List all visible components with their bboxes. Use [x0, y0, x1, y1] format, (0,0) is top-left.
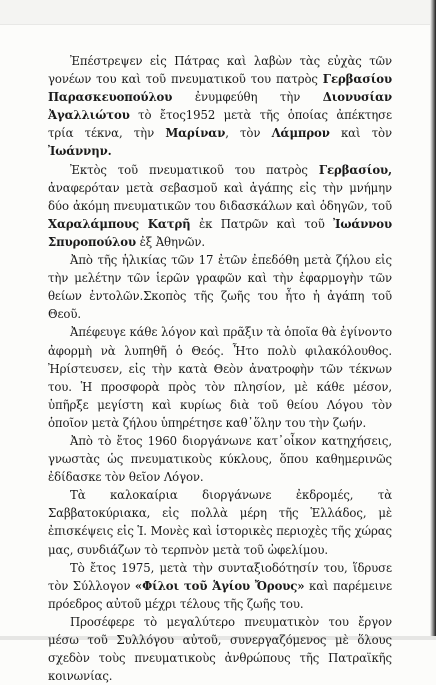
bold-name-text: Μαρίναν: [165, 126, 226, 141]
body-text: Τὸ ἔτος 1975, μετὰ τὴν συνταξιοδότησίν του, ἵδρυσε τὸν Σύλλογον: [48, 560, 392, 593]
bold-name-text: Λάμπρον: [271, 126, 330, 141]
body-text: Ἀπὸ τῆς ἡλικίας τῶν 17 ἐτῶν ἐπεδόθη μετὰ ζήλου εἰς τὴν μελέτην τῶν ἱερῶν γραφῶν καὶ τὴν ἐφαρμογὴν τῶν θείων ἐντολῶν.Σκοπὸς τῆς ζωῆς του ἦτο ἡ ἀγάπη τοῦ Θεοῦ.: [48, 253, 392, 322]
document-page: [48, 52, 392, 685]
body-text: , τὸν: [225, 126, 272, 141]
paragraph-4: [48, 323, 392, 432]
body-text: Ἀπέφευγε κάθε λόγον καὶ πρᾶξιν τὰ ὁποῖα θὰ ἐγίνοντο ἀφορμὴ νὰ λυπηθῆ ὁ Θεός. Ἦτο πολὺ φιλακόλουθος. Ἠρίστευσεν, εἰς τὴν κατὰ Θεὸν ἀνατροφὴν τῶν τέκνων του. Ἡ προσφορὰ πρὸς τὸν πλησίον, μὲ κάθε μέσον, ὑπῆρξε μεγίστη καὶ κυρίως διὰ τοῦ θείου Λόγου τὸν ὁποῖον μετὰ ζήλου ὑπηρέτησε καθ᾽ὅλην του τὴν ζωήν.: [48, 325, 392, 430]
page-top-band: [0, 0, 436, 25]
bold-name-text: Γερβασίου,: [318, 162, 392, 177]
bold-name-text: Ἰωάννην.: [48, 144, 112, 159]
body-text: Προσέφερε τὸ μεγαλύτερο πνευματικὸν του ἔργον μέσω τοῦ Συλλόγου αὐτοῦ, συνεργαζόμενος μὲ ὅλους σχεδὸν τοὺς πνευματικοὺς ἀνθρώπους τῆς Πατραϊκῆς κοινωνίας.: [48, 614, 392, 684]
paragraph-5: [48, 432, 392, 486]
body-text: Τὰ καλοκαίρια διοργάνωνε ἐκδρομές, τὰ Σαββατοκύριακα, εἰς πολλὰ μέρη τῆς Ἑλλάδος, μὲ ἐπισκέψεις εἰς Ἱ. Μονὲς καὶ ἱστορικὲς περιοχὲς τῆς χώρας μας, συνδιάζων τὸ τερπνὸν μετὰ τοῦ ὠφελίμου.: [48, 488, 392, 557]
body-text: τὸ ἔτος1952 μετὰ τῆς ὁποίας ἀπέκτησε τρία τέκνα, τὴν: [48, 108, 392, 141]
bold-name-text: Διονυσίαν Ἀγαλλιώτου: [48, 90, 392, 123]
body-text: ἀναφερόταν μετὰ σεβασμοῦ καὶ ἀγάπης εἰς τὴν μνήμην δύο ἀκόμη πνευματικῶν του διδασκάλων καὶ ὁδηγῶν, τοῦ: [48, 180, 392, 213]
bold-name-text: Ἰωάννου Σπυροπούλου: [48, 216, 392, 249]
paragraph-2: [48, 161, 392, 251]
body-text: Ἀπὸ τὸ ἔτος 1960 διοργάνωνε κατ᾽οἶκον κατηχήσεις, γνωστὰς ὡς πνευματικοὺς κύκλους, ὅπου καθημερινῶς ἐδίδασκε τὸν θεῖον Λόγον.: [48, 433, 392, 485]
body-text: καὶ παρέμεινε πρόεδρος αὐτοῦ μέχρι τέλους τῆς ζωῆς του.: [48, 578, 392, 611]
body-text: καὶ τὸν: [329, 126, 392, 141]
paragraph-1: [48, 52, 392, 161]
bold-name-text: Γερβασίου Παρασκευοπούλου: [48, 72, 392, 105]
paragraph-6: [48, 486, 392, 558]
body-text: ἐκ Πατρῶν καὶ τοῦ: [190, 216, 334, 231]
paragraph-8: [48, 613, 392, 685]
bold-name-text: «Φίλοι τοῦ Ἁγίου Ὄρους»: [134, 578, 305, 593]
body-text: ἐνυμφεύθη τὴν: [172, 90, 323, 105]
body-text: ἐξ Ἀθηνῶν.: [135, 234, 205, 249]
bold-name-text: Χαραλάμπους Κατρῆ: [48, 216, 191, 231]
body-text: Ἐπέστρεψεν εἰς Πάτρας καὶ λαβὼν τὰς εὐχὰς τῶν γονέων του καὶ τοῦ πνευματικοῦ του πατρὸς: [48, 54, 392, 87]
page-edge-shadow: [430, 0, 436, 640]
paragraph-3: [48, 251, 392, 323]
body-text: Ἐκτὸς τοῦ πνευματικοῦ του πατρὸς: [70, 162, 319, 177]
paragraph-7: [48, 559, 392, 613]
